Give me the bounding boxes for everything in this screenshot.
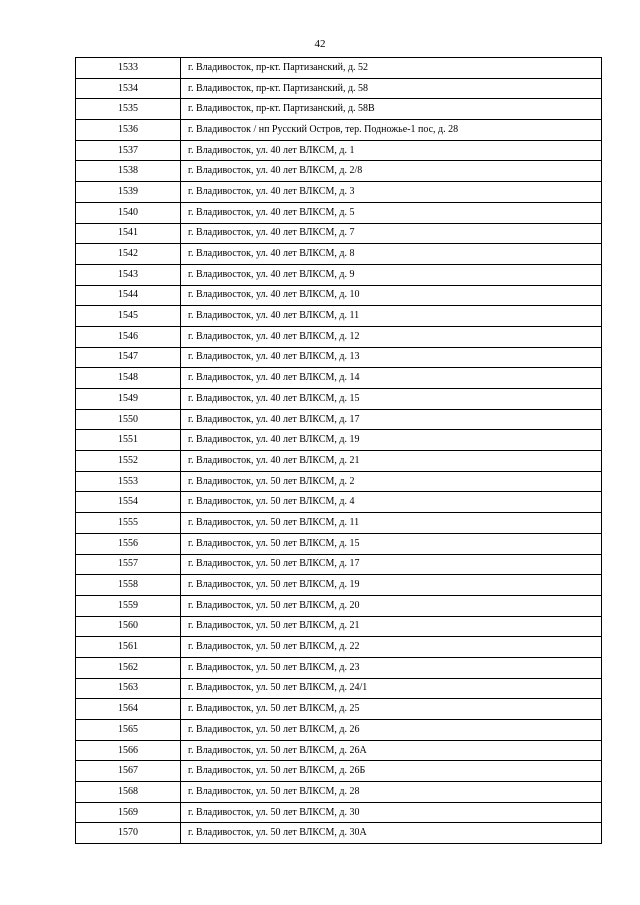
table-row (76, 492, 602, 513)
table-row (76, 58, 602, 79)
table-row (76, 699, 602, 720)
table-row (76, 657, 602, 678)
address-table-body (76, 58, 602, 844)
row-number-cell: 1542 (76, 244, 181, 265)
row-number-cell: 1540 (76, 202, 181, 223)
table-row (76, 409, 602, 430)
address-cell: г. Владивосток, пр-кт. Партизанский, д. 58В (181, 99, 602, 120)
table-row (76, 513, 602, 534)
address-cell: г. Владивосток, ул. 40 лет ВЛКСМ, д. 12 (181, 326, 602, 347)
table-row (76, 223, 602, 244)
row-number-cell: 1549 (76, 389, 181, 410)
table-row (76, 430, 602, 451)
address-cell: г. Владивосток, ул. 40 лет ВЛКСМ, д. 8 (181, 244, 602, 265)
row-number-cell: 1563 (76, 678, 181, 699)
address-cell: г. Владивосток, пр-кт. Партизанский, д. 52 (181, 58, 602, 79)
table-row (76, 347, 602, 368)
address-cell: г. Владивосток, ул. 40 лет ВЛКСМ, д. 1 (181, 140, 602, 161)
address-cell: г. Владивосток / нп Русский Остров, тер. Подножье-1 пос, д. 28 (181, 120, 602, 141)
row-number-cell: 1569 (76, 802, 181, 823)
table-row (76, 740, 602, 761)
table-row (76, 285, 602, 306)
address-cell: г. Владивосток, ул. 40 лет ВЛКСМ, д. 19 (181, 430, 602, 451)
row-number-cell: 1562 (76, 657, 181, 678)
address-cell: г. Владивосток, ул. 50 лет ВЛКСМ, д. 20 (181, 595, 602, 616)
table-row (76, 761, 602, 782)
row-number-cell: 1564 (76, 699, 181, 720)
row-number-cell: 1553 (76, 471, 181, 492)
table-row (76, 595, 602, 616)
table-row (76, 451, 602, 472)
table-row (76, 99, 602, 120)
address-cell: г. Владивосток, ул. 50 лет ВЛКСМ, д. 23 (181, 657, 602, 678)
row-number-cell: 1557 (76, 554, 181, 575)
table-row (76, 802, 602, 823)
table-row (76, 554, 602, 575)
address-cell: г. Владивосток, ул. 50 лет ВЛКСМ, д. 30А (181, 823, 602, 844)
table-row (76, 471, 602, 492)
row-number-cell: 1555 (76, 513, 181, 534)
row-number-cell: 1570 (76, 823, 181, 844)
address-cell: г. Владивосток, ул. 40 лет ВЛКСМ, д. 5 (181, 202, 602, 223)
table-row (76, 782, 602, 803)
page-number: 42 (314, 38, 326, 50)
row-number-cell: 1543 (76, 264, 181, 285)
table-row (76, 182, 602, 203)
row-number-cell: 1551 (76, 430, 181, 451)
row-number-cell: 1565 (76, 720, 181, 741)
address-cell: г. Владивосток, ул. 50 лет ВЛКСМ, д. 11 (181, 513, 602, 534)
row-number-cell: 1556 (76, 533, 181, 554)
row-number-cell: 1561 (76, 637, 181, 658)
address-cell: г. Владивосток, ул. 50 лет ВЛКСМ, д. 17 (181, 554, 602, 575)
table-row (76, 533, 602, 554)
address-cell: г. Владивосток, ул. 40 лет ВЛКСМ, д. 17 (181, 409, 602, 430)
row-number-cell: 1535 (76, 99, 181, 120)
table-row (76, 264, 602, 285)
address-cell: г. Владивосток, ул. 40 лет ВЛКСМ, д. 3 (181, 182, 602, 203)
row-number-cell: 1559 (76, 595, 181, 616)
address-table (75, 57, 602, 844)
row-number-cell: 1538 (76, 161, 181, 182)
address-cell: г. Владивосток, ул. 50 лет ВЛКСМ, д. 15 (181, 533, 602, 554)
address-cell: г. Владивосток, ул. 40 лет ВЛКСМ, д. 11 (181, 306, 602, 327)
row-number-cell: 1566 (76, 740, 181, 761)
table-row (76, 575, 602, 596)
table-row (76, 389, 602, 410)
address-cell: г. Владивосток, ул. 50 лет ВЛКСМ, д. 26А (181, 740, 602, 761)
table-row (76, 720, 602, 741)
row-number-cell: 1537 (76, 140, 181, 161)
row-number-cell: 1546 (76, 326, 181, 347)
table-row (76, 326, 602, 347)
address-cell: г. Владивосток, ул. 40 лет ВЛКСМ, д. 21 (181, 451, 602, 472)
address-cell: г. Владивосток, ул. 50 лет ВЛКСМ, д. 22 (181, 637, 602, 658)
address-cell: г. Владивосток, ул. 50 лет ВЛКСМ, д. 2 (181, 471, 602, 492)
table-row (76, 678, 602, 699)
row-number-cell: 1541 (76, 223, 181, 244)
table-row (76, 306, 602, 327)
table-row (76, 78, 602, 99)
address-cell: г. Владивосток, ул. 50 лет ВЛКСМ, д. 24/1 (181, 678, 602, 699)
row-number-cell: 1534 (76, 78, 181, 99)
address-cell: г. Владивосток, ул. 50 лет ВЛКСМ, д. 26Б (181, 761, 602, 782)
address-cell: г. Владивосток, ул. 40 лет ВЛКСМ, д. 13 (181, 347, 602, 368)
table-row (76, 120, 602, 141)
address-cell: г. Владивосток, ул. 40 лет ВЛКСМ, д. 10 (181, 285, 602, 306)
address-cell: г. Владивосток, пр-кт. Партизанский, д. 58 (181, 78, 602, 99)
row-number-cell: 1567 (76, 761, 181, 782)
address-cell: г. Владивосток, ул. 50 лет ВЛКСМ, д. 21 (181, 616, 602, 637)
row-number-cell: 1547 (76, 347, 181, 368)
address-cell: г. Владивосток, ул. 50 лет ВЛКСМ, д. 30 (181, 802, 602, 823)
address-cell: г. Владивосток, ул. 40 лет ВЛКСМ, д. 2/8 (181, 161, 602, 182)
address-cell: г. Владивосток, ул. 50 лет ВЛКСМ, д. 28 (181, 782, 602, 803)
row-number-cell: 1539 (76, 182, 181, 203)
row-number-cell: 1544 (76, 285, 181, 306)
address-cell: г. Владивосток, ул. 40 лет ВЛКСМ, д. 14 (181, 368, 602, 389)
address-cell: г. Владивосток, ул. 50 лет ВЛКСМ, д. 19 (181, 575, 602, 596)
table-row (76, 368, 602, 389)
address-cell: г. Владивосток, ул. 50 лет ВЛКСМ, д. 26 (181, 720, 602, 741)
row-number-cell: 1533 (76, 58, 181, 79)
row-number-cell: 1552 (76, 451, 181, 472)
address-cell: г. Владивосток, ул. 50 лет ВЛКСМ, д. 4 (181, 492, 602, 513)
table-row (76, 202, 602, 223)
row-number-cell: 1568 (76, 782, 181, 803)
table-row (76, 161, 602, 182)
table-row (76, 823, 602, 844)
row-number-cell: 1558 (76, 575, 181, 596)
address-cell: г. Владивосток, ул. 40 лет ВЛКСМ, д. 7 (181, 223, 602, 244)
address-cell: г. Владивосток, ул. 40 лет ВЛКСМ, д. 9 (181, 264, 602, 285)
address-cell: г. Владивосток, ул. 50 лет ВЛКСМ, д. 25 (181, 699, 602, 720)
row-number-cell: 1545 (76, 306, 181, 327)
row-number-cell: 1536 (76, 120, 181, 141)
table-row (76, 140, 602, 161)
row-number-cell: 1560 (76, 616, 181, 637)
table-row (76, 244, 602, 265)
table-row (76, 616, 602, 637)
row-number-cell: 1548 (76, 368, 181, 389)
address-cell: г. Владивосток, ул. 40 лет ВЛКСМ, д. 15 (181, 389, 602, 410)
table-row (76, 637, 602, 658)
row-number-cell: 1554 (76, 492, 181, 513)
row-number-cell: 1550 (76, 409, 181, 430)
